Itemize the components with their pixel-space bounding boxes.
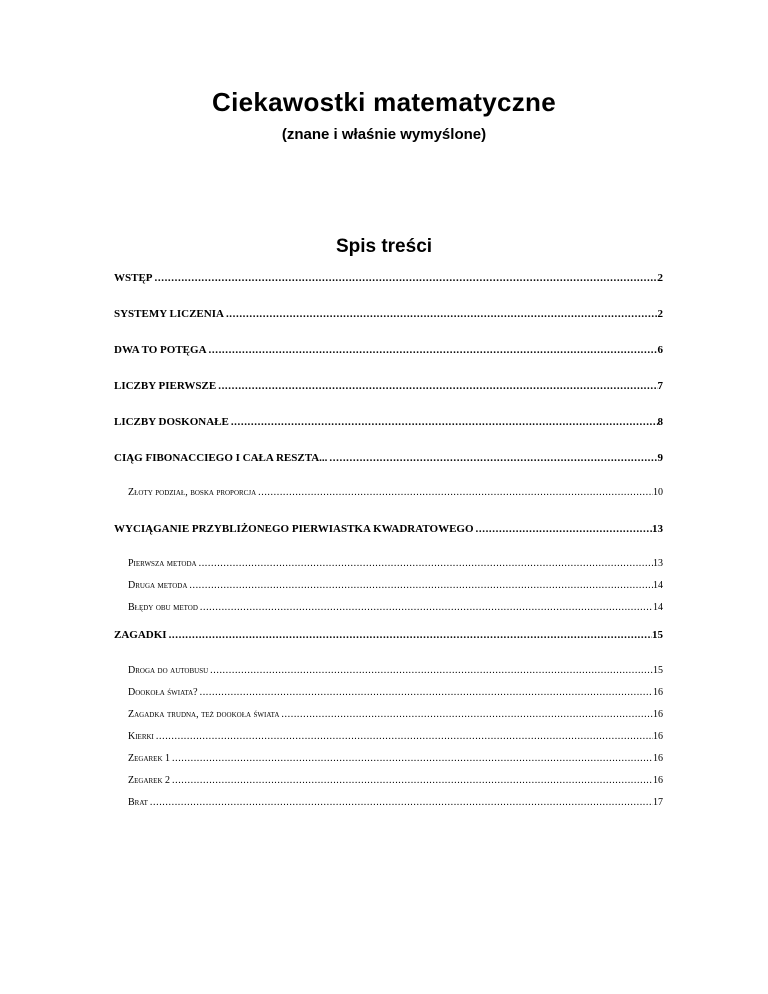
toc-entry[interactable] xyxy=(114,306,663,322)
toc-entry-label: Zegarek 2 xyxy=(128,775,170,786)
toc-entry-label: Brat xyxy=(128,797,148,808)
toc-entry-page: 6 xyxy=(657,344,663,356)
toc-leader-dots xyxy=(167,627,652,643)
toc-leader-dots xyxy=(224,306,658,322)
toc-leader-dots xyxy=(207,342,658,358)
toc-heading: Spis treści xyxy=(335,236,433,257)
toc-entry[interactable] xyxy=(114,521,663,537)
document-title: Ciekawostki matematyczne xyxy=(212,87,556,117)
toc-entry-page: 16 xyxy=(653,709,663,720)
toc-leader-dots xyxy=(187,578,653,594)
toc-subentry[interactable] xyxy=(128,578,663,594)
toc-entry-label: WSTĘP xyxy=(114,272,153,284)
toc-entry-label: Zagadka trudna, też dookoła świata xyxy=(128,709,280,720)
toc-leader-dots xyxy=(229,414,658,430)
toc-entry-page: 13 xyxy=(652,523,663,535)
toc-entry-label: Dookoła świata? xyxy=(128,687,198,698)
toc-leader-dots xyxy=(256,485,653,501)
toc-entry[interactable] xyxy=(114,378,663,394)
toc-entry-page: 17 xyxy=(653,797,663,808)
toc-entry-page: 14 xyxy=(653,602,663,613)
toc-leader-dots xyxy=(474,521,652,537)
toc-entry-page: 10 xyxy=(653,487,663,498)
toc-entry-label: ZAGADKI xyxy=(114,629,167,641)
toc-subentry[interactable] xyxy=(128,729,663,745)
toc-leader-dots xyxy=(154,729,653,745)
toc-entry-label: Pierwsza metoda xyxy=(128,558,197,569)
toc-leader-dots xyxy=(148,795,653,811)
toc-entry-page: 8 xyxy=(657,416,663,428)
toc-subentry[interactable] xyxy=(128,795,663,811)
toc-entry-page: 2 xyxy=(657,272,663,284)
toc-entry[interactable] xyxy=(114,342,663,358)
toc-entry-page: 16 xyxy=(653,753,663,764)
toc-entry[interactable] xyxy=(114,450,663,466)
toc-leader-dots xyxy=(327,450,657,466)
toc-entry-page: 14 xyxy=(653,580,663,591)
toc-leader-dots xyxy=(197,556,653,572)
toc-leader-dots xyxy=(279,707,653,723)
toc-leader-dots xyxy=(216,378,657,394)
toc-entry[interactable] xyxy=(114,414,663,430)
toc-entry-page: 16 xyxy=(653,775,663,786)
toc-subentry[interactable] xyxy=(128,773,663,789)
toc-subentry[interactable] xyxy=(128,600,663,616)
toc-entry-label: CIĄG FIBONACCIEGO I CAŁA RESZTA... xyxy=(114,452,328,464)
toc-entry-label: Błędy obu metod xyxy=(128,602,198,613)
toc-leader-dots xyxy=(153,270,658,286)
toc-entry[interactable] xyxy=(114,627,663,643)
toc-entry-page: 16 xyxy=(653,731,663,742)
toc-entry-label: WYCIĄGANIE PRZYBLIŻONEGO PIERWIASTKA KWADRATOWEGO xyxy=(114,523,474,535)
toc-entry[interactable] xyxy=(114,270,663,286)
toc-leader-dots xyxy=(208,663,653,679)
toc-entry-label: Kierki xyxy=(128,731,154,742)
toc-entry-label: Droga do autobusu xyxy=(128,665,209,676)
toc-subentry[interactable] xyxy=(128,685,663,701)
toc-leader-dots xyxy=(198,600,653,616)
toc-subentry[interactable] xyxy=(128,663,663,679)
toc-entry-label: LICZBY PIERWSZE xyxy=(114,380,217,392)
toc-subentry[interactable] xyxy=(128,485,663,501)
toc-subentry[interactable] xyxy=(128,556,663,572)
toc-entry-page: 2 xyxy=(657,308,663,320)
toc-entry-page: 13 xyxy=(653,558,663,569)
toc-entry-label: LICZBY DOSKONAŁE xyxy=(114,416,229,428)
toc-entry-page: 9 xyxy=(657,452,663,464)
toc-entry-page: 16 xyxy=(653,687,663,698)
toc-leader-dots xyxy=(170,751,653,767)
toc-entry-page: 7 xyxy=(657,380,663,392)
toc-leader-dots xyxy=(170,773,653,789)
toc-subentry[interactable] xyxy=(128,707,663,723)
toc-entry-label: SYSTEMY LICZENIA xyxy=(114,308,224,320)
toc-entry-label: Zegarek 1 xyxy=(128,753,170,764)
toc-entry-page: 15 xyxy=(652,629,663,641)
toc-leader-dots xyxy=(198,685,653,701)
toc-entry-page: 15 xyxy=(653,665,663,676)
toc-entry-label: Druga metoda xyxy=(128,580,188,591)
toc-entry-label: DWA TO POTĘGA xyxy=(114,344,207,356)
document-subtitle: (znane i właśnie wymyślone) xyxy=(281,126,487,143)
toc-entry-label: Złoty podział, boska proporcja xyxy=(128,487,257,498)
toc-subentry[interactable] xyxy=(128,751,663,767)
